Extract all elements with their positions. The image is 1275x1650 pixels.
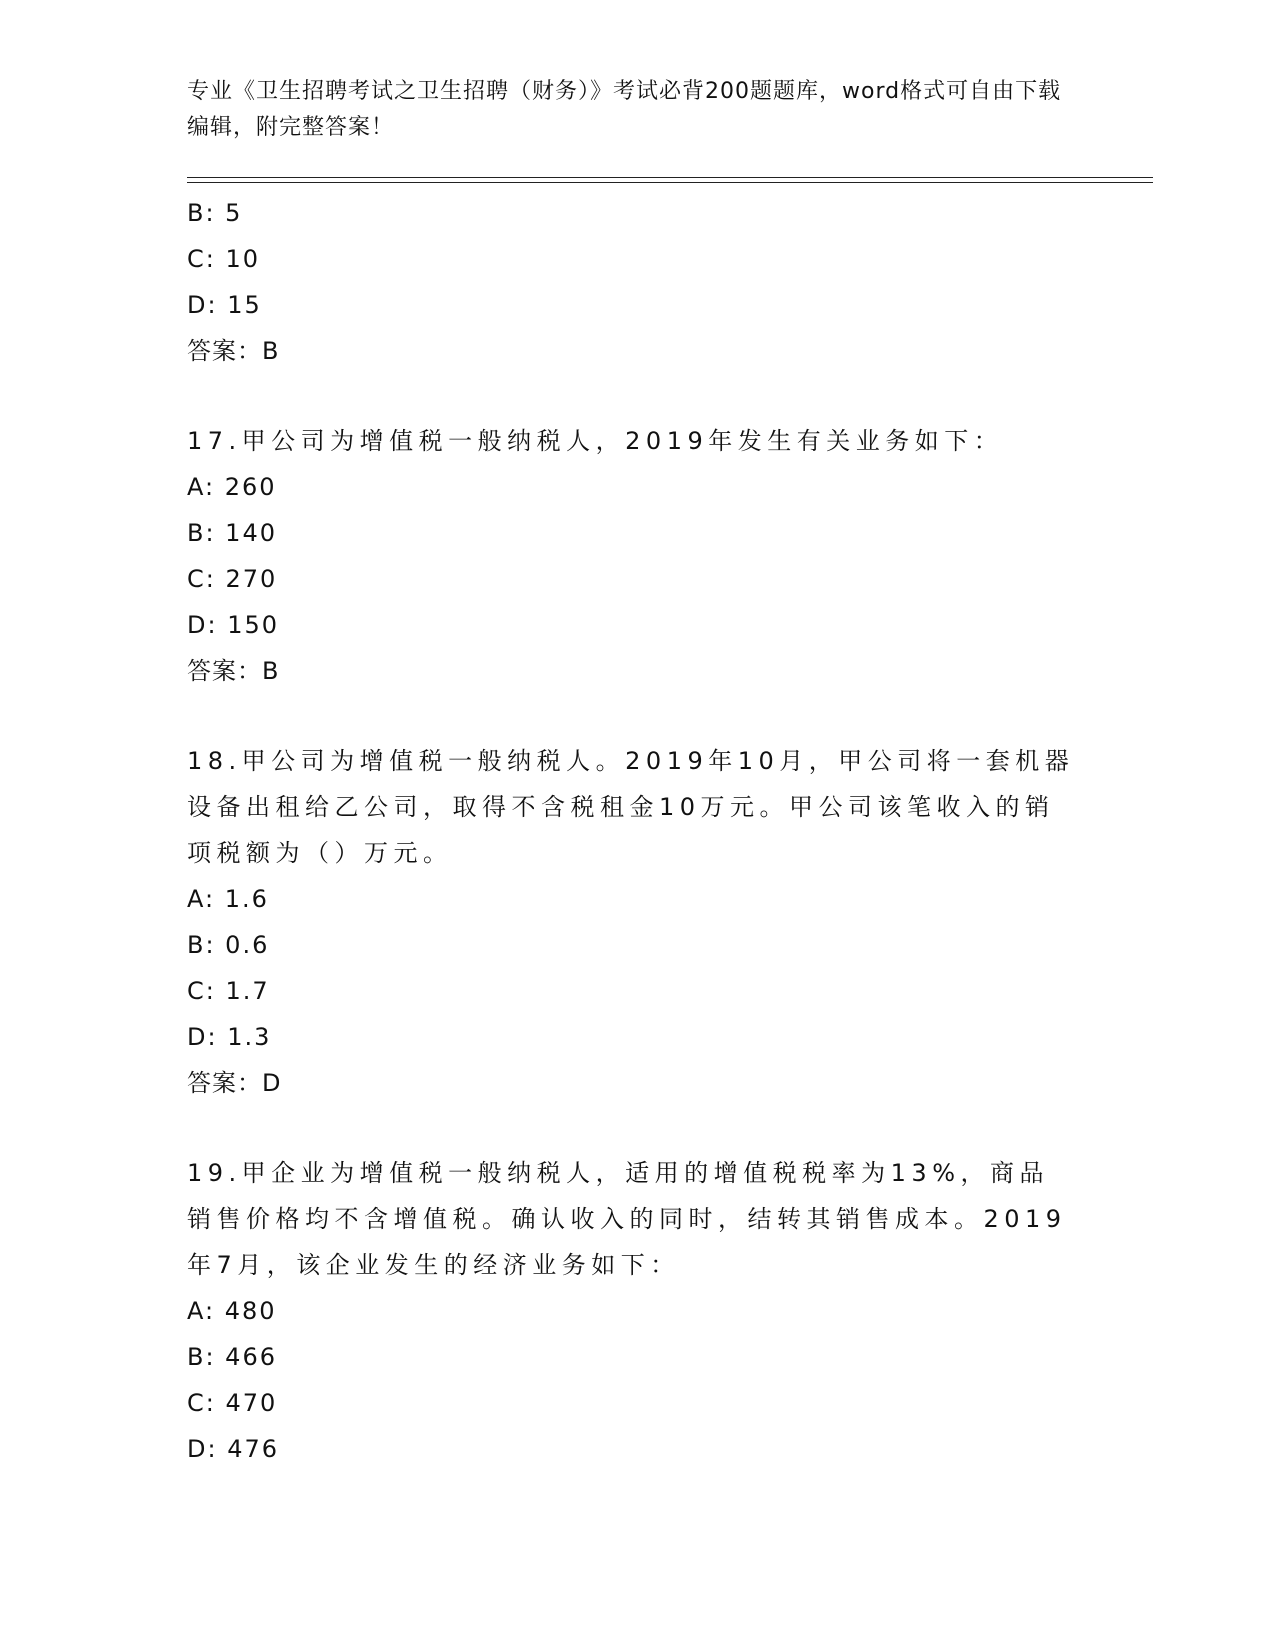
option-d: D: 476 — [187, 1435, 280, 1463]
answer-line: 答案：B — [187, 657, 280, 685]
question-stem: 19.甲企业为增值税一般纳税人，适用的增值税税率为13%，商品销售价格均不含增值税。确认收入的同时，结转其销售成本。2019年7月，该企业发生的经济业务如下： — [187, 1159, 1067, 1279]
option-c: C: 470 — [187, 1389, 278, 1417]
header-divider — [187, 177, 1153, 178]
question-stem: 17.甲公司为增值税一般纳税人，2019年发生有关业务如下： — [187, 427, 1004, 455]
spacer — [187, 694, 1087, 738]
option-a: A: 480 — [187, 1297, 277, 1325]
option-b: B: 0.6 — [187, 931, 270, 959]
question-17 — [187, 418, 1087, 694]
answer-line: 答案：D — [187, 1069, 282, 1097]
spacer — [187, 1106, 1087, 1150]
spacer — [187, 374, 1087, 418]
option-c: C: 1.7 — [187, 977, 270, 1005]
option-b: B: 5 — [187, 199, 243, 227]
option-d: D: 15 — [187, 291, 262, 319]
option-c: C: 270 — [187, 565, 278, 593]
question-19 — [187, 1150, 1087, 1472]
header-divider-double — [187, 182, 1153, 183]
option-b: B: 466 — [187, 1343, 277, 1371]
option-b: B: 140 — [187, 519, 277, 547]
option-c: C: 10 — [187, 245, 261, 273]
question-content — [187, 190, 1087, 1472]
option-a: A: 1.6 — [187, 885, 269, 913]
option-a: A: 260 — [187, 473, 277, 501]
answer-line: 答案：B — [187, 337, 280, 365]
question-18 — [187, 738, 1087, 1106]
page-header-title: 专业《卫生招聘考试之卫生招聘（财务）》考试必背200题题库，word格式可自由下载编辑，附完整答案！ — [187, 79, 1062, 140]
question-stem: 18.甲公司为增值税一般纳税人。2019年10月，甲公司将一套机器设备出租给乙公司，取得不含税租金10万元。甲公司该笔收入的销项税额为（）万元。 — [187, 747, 1075, 867]
option-d: D: 1.3 — [187, 1023, 272, 1051]
option-d: D: 150 — [187, 611, 280, 639]
prev-question-tail — [187, 190, 1087, 374]
